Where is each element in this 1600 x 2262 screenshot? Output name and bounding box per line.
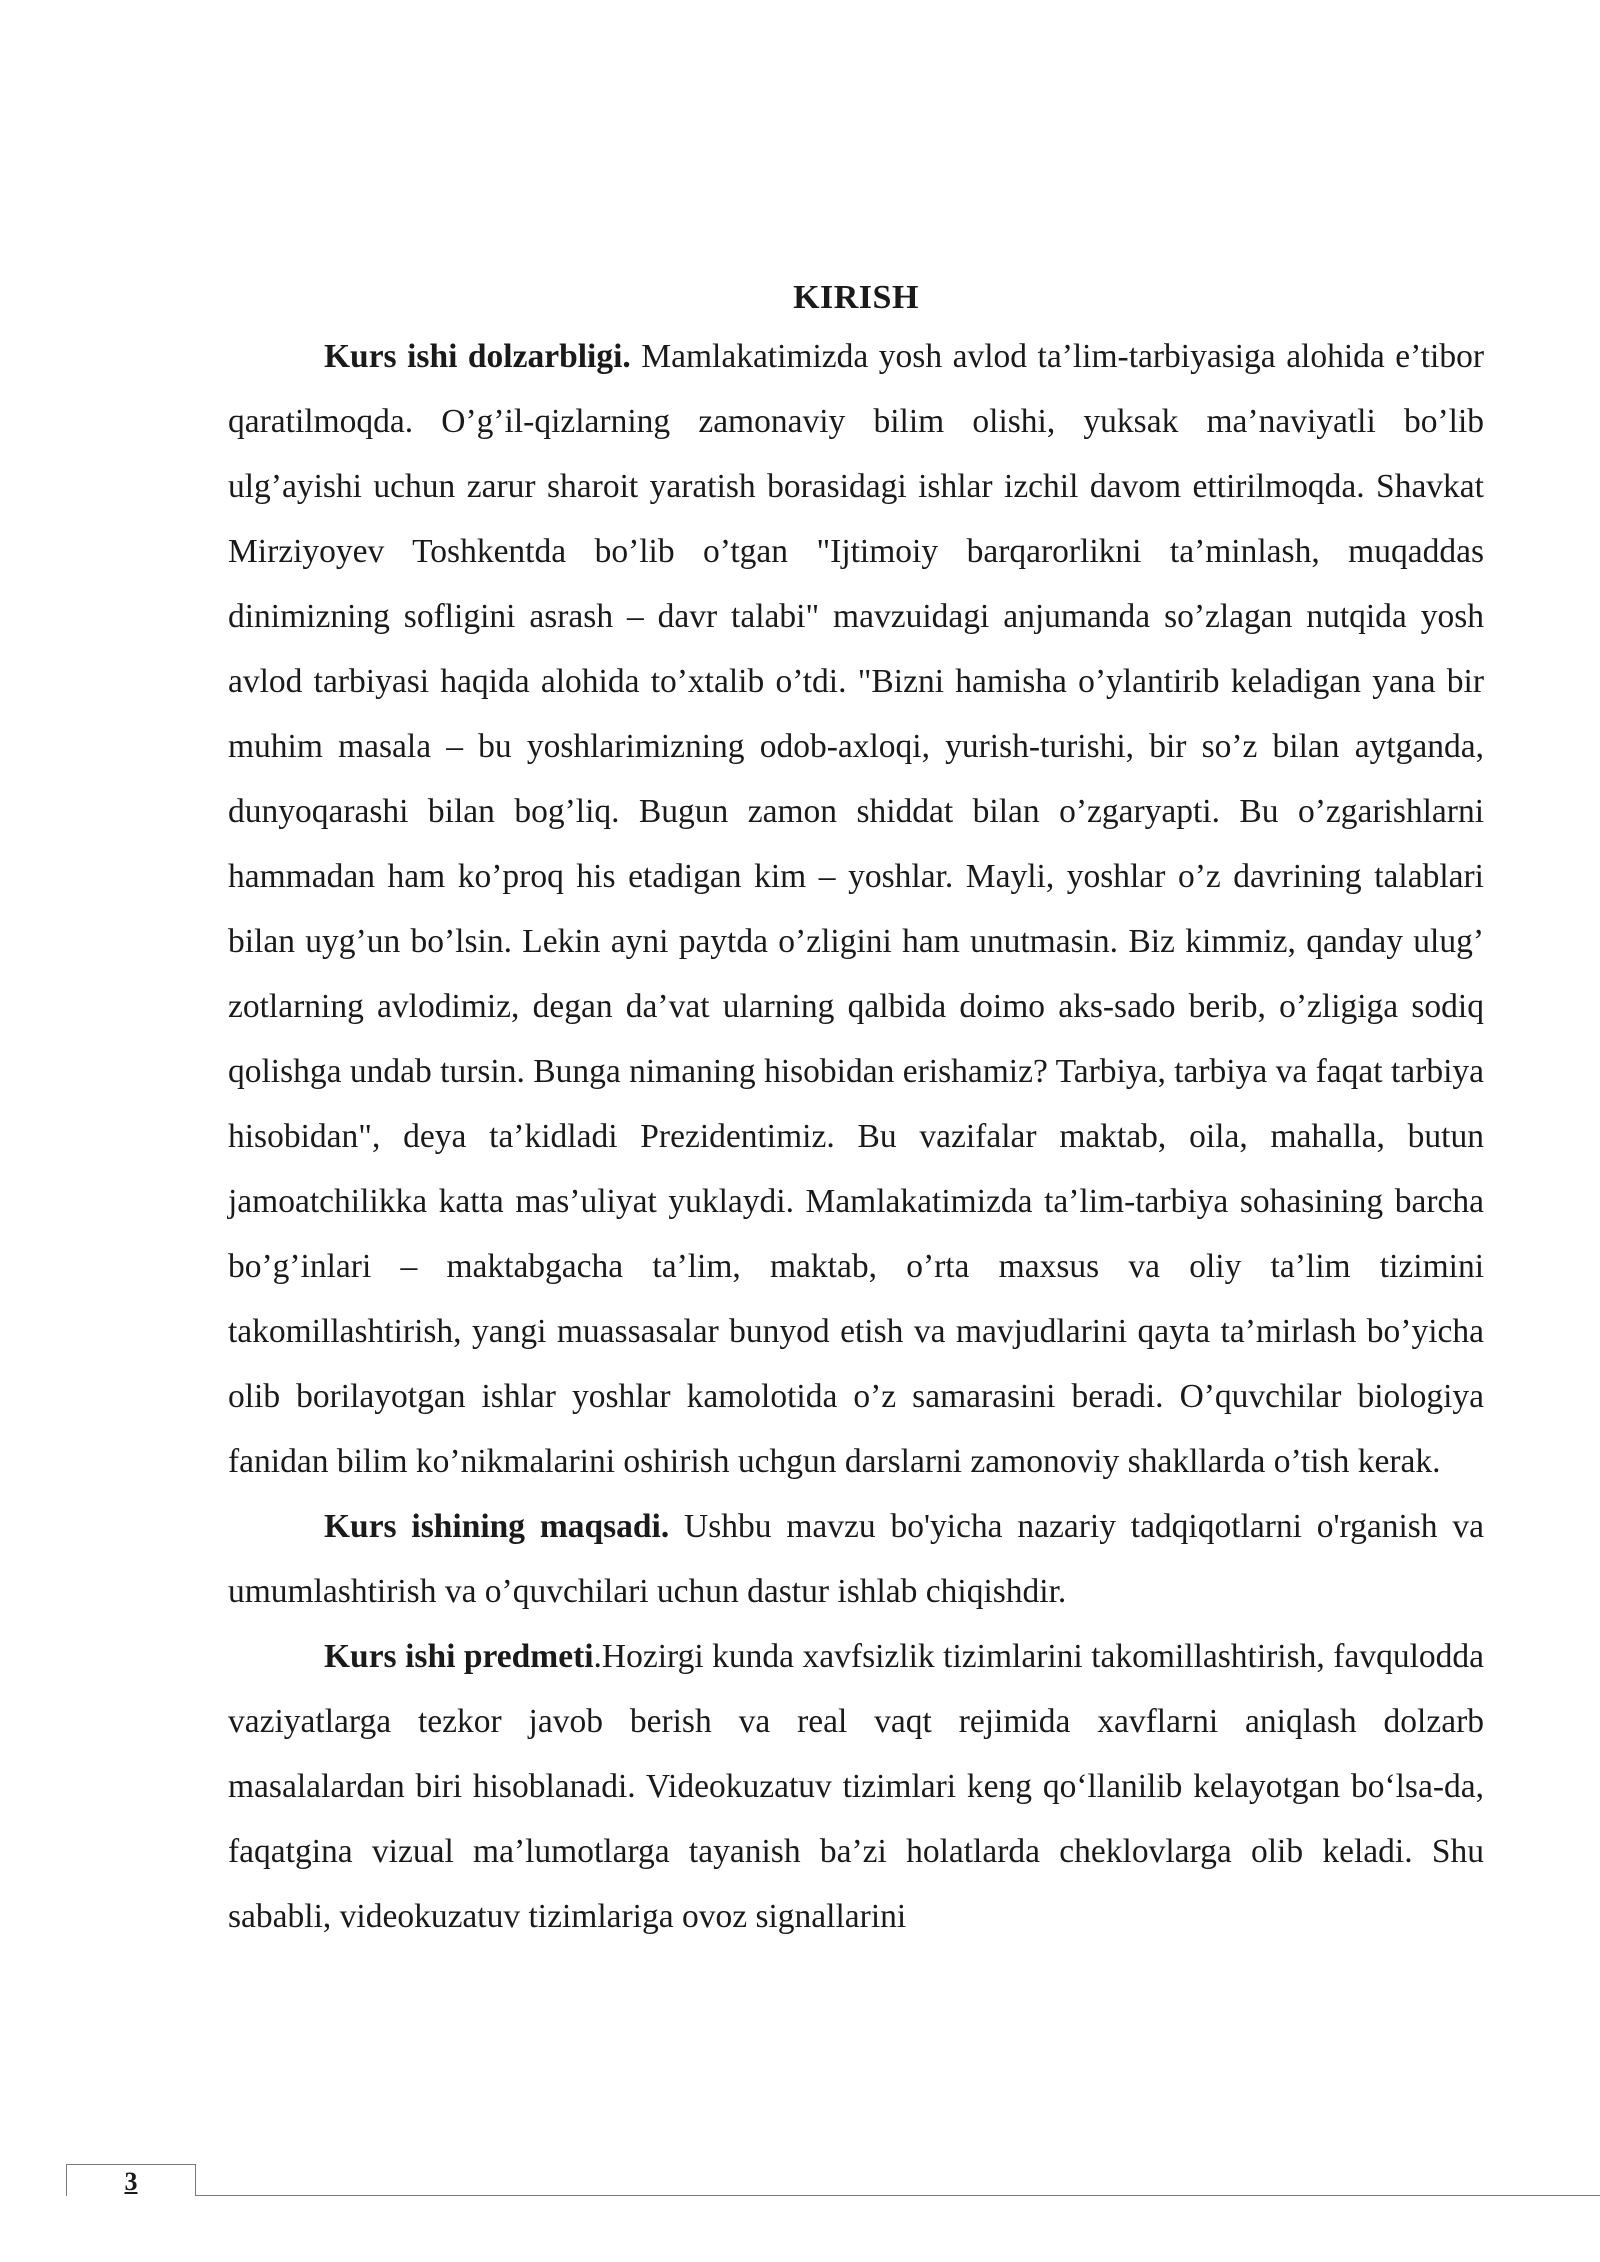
- paragraph-lead: Kurs ishining maqsadi.: [324, 1508, 670, 1545]
- paragraph-text: .Hozirgi kunda xavfsizlik tizimlarini takomillashtirish, favqulodda vaziyatlarga tezkor javob berish va real vaqt rejimida xavflarni aniqlash dolzarb masalalardan biri hisoblanadi. Videokuzatuv tizimlari keng qo‘llanilib kelayotgan bo‘lsa-da, faqatgina vizual ma’lumotlarga tayanish ba’zi holatlarda cheklovlarga olib keladi. Shu sababli, videokuzatuv tizimlariga ovoz signallarini: [228, 1638, 1484, 1935]
- paragraph-lead: Kurs ishi predmeti: [324, 1638, 594, 1675]
- paragraph-text: Mamlakatimizda yosh avlod ta’lim-tarbiyasiga alohida e’tibor qaratilmoqda. O’g’il-qizlarning zamonaviy bilim olishi, yuksak ma’naviyatli bo’lib ulg’ayishi uchun zarur sharoit yaratish borasidagi ishlar izchil davom ettirilmoqda. Shavkat Mirziyoyev Toshkentda bo’lib o’tgan "Ijtimoiy barqarorlikni ta’minlash, muqaddas dinimizning sofligini asrash – davr talabi" mavzuidagi anjumanda so’zlagan nutqida yosh avlod tarbiyasi haqida alohida to’xtalib o’tdi. "Bizni hamisha o’ylantirib keladigan yana bir muhim masala – bu yoshlarimizning odob-axloqi, yurish-turishi, bir so’z bilan aytganda, dunyoqarashi bilan bog’liq. Bugun zamon shiddat bilan o’zgaryapti. Bu o’zgarishlarni hammadan ham ko’proq his etadigan kim – yoshlar. Mayli, yoshlar o’z davrining talablari bilan uyg’un bo’lsin. Lekin ayni paytda o’zligini ham unutmasin. Biz kimmiz, qanday ulug’ zotlarning avlodimiz, degan da’vat ularning qalbida doimo aks-sado berib, o’zligiga sodiq qolishga undab tursin. Bunga nimaning hisobidan erishamiz? Tarbiya, tarbiya va faqat tarbiya hisobidan", deya ta’kidladi Prezidentimiz. Bu vazifalar maktab, oila, mahalla, butun jamoatchilikka katta mas’uliyat yuklaydi. Mamlakatimizda ta’lim-tarbiya sohasining barcha bo’g’inlari – maktabgacha ta’lim, maktab, o’rta maxsus va oliy ta’lim tizimini takomillashtirish, yangi muassasalar bunyod etish va mavjudlarini qayta ta’mirlash bo’yicha olib borilayotgan ishlar yoshlar kamolotida o’z samarasini beradi. O’quvchilar biologiya fanidan bilim ko’nikmalarini oshirish uchgun darslarni zamonoviy shakllarda o’tish kerak.: [228, 338, 1484, 1480]
- page-content: [228, 278, 1484, 1949]
- footer-divider: [66, 2195, 1600, 2196]
- paragraph-text: Ushbu mavzu bo'yicha nazariy tadqiqotlarni o'rganish va umumlashtirish va o’quvchilari uchun dastur ishlab chiqishdir.: [228, 1508, 1484, 1610]
- page-number-box: [66, 2164, 196, 2196]
- paragraph-subject: [228, 1624, 1484, 1949]
- section-title: KIRISH: [793, 279, 919, 316]
- paragraph-goal: [228, 1494, 1484, 1624]
- paragraph-lead: Kurs ishi dolzarbligi.: [324, 338, 631, 375]
- paragraph-relevance: [228, 324, 1484, 1494]
- page-footer: [0, 2162, 1600, 2202]
- page-number: 3: [124, 2167, 138, 2196]
